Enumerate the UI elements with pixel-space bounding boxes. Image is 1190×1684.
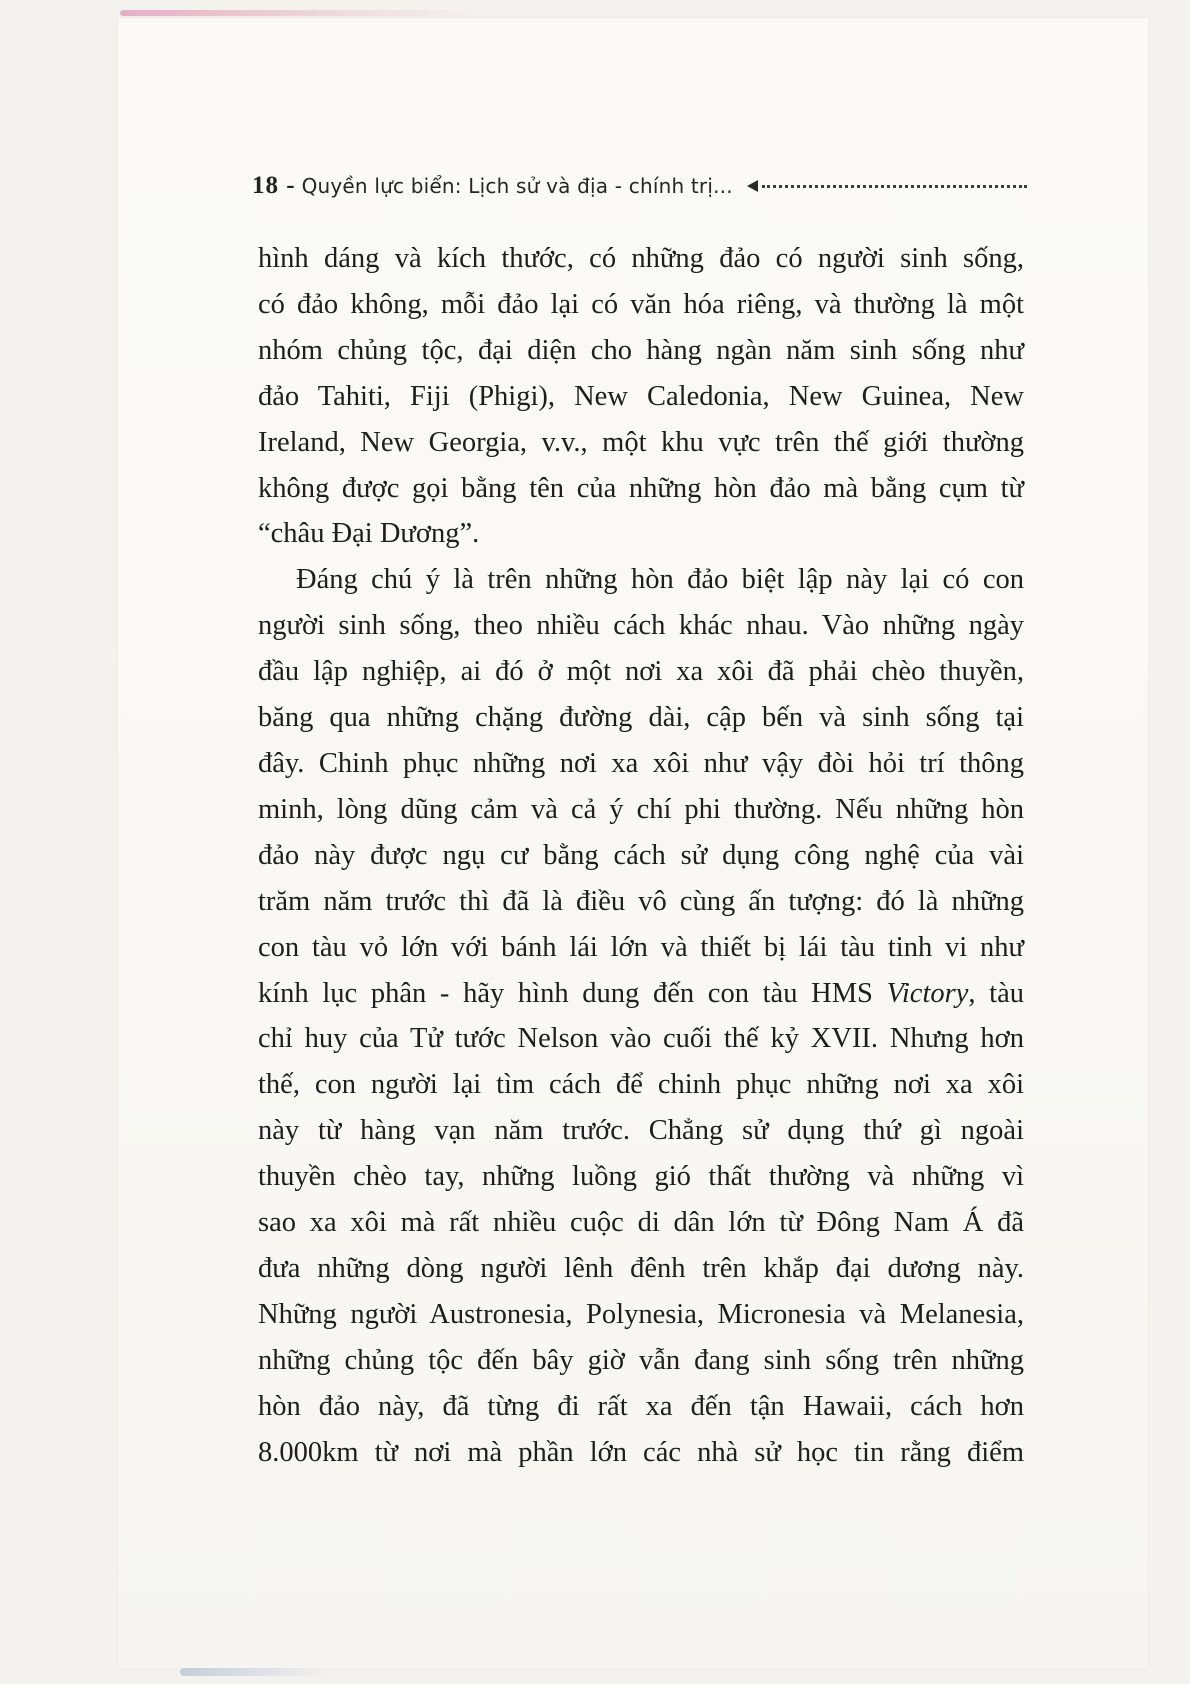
text-line: Ireland, New Georgia, v.v., một khu vực trên thế giới thường	[258, 426, 1024, 458]
text-line: những chủng tộc đến bây giờ vẫn đang sinh sống trên những	[258, 1344, 1024, 1376]
text-line: con tàu vỏ lớn với bánh lái lớn và thiết bị lái tàu tinh vi như	[258, 931, 1024, 963]
text-line: chỉ huy của Tử tước Nelson vào cuối thế kỷ XVII. Nhưng hơn	[258, 1023, 1024, 1055]
text-line: người sinh sống, theo nhiều cách khác nhau. Vào những ngày	[258, 610, 1024, 642]
text-line: thế, con người lại tìm cách để chinh phục những nơi xa xôi	[258, 1069, 1024, 1101]
text-line: này từ hàng vạn năm trước. Chẳng sử dụng thứ gì ngoài	[258, 1115, 1024, 1147]
page-number: 18 -	[252, 172, 296, 199]
text-run: , tàu	[968, 977, 1024, 1009]
dot-leader	[762, 185, 1027, 188]
text-line: đảo này được ngụ cư bằng cách sử dụng công nghệ của vài	[258, 839, 1024, 871]
text-line: Những người Austronesia, Polynesia, Micronesia và Melanesia,	[258, 1298, 1024, 1330]
text-line: đảo Tahiti, Fiji (Phigi), New Caledonia, New Guinea, New	[258, 380, 1024, 412]
text-line-victory	[258, 971, 1024, 1017]
text-line: 8.000km từ nơi mà phần lớn các nhà sử học tin rằng điểm	[258, 1436, 1024, 1468]
text-line: có đảo không, mỗi đảo lại có văn hóa riêng, và thường là một	[258, 288, 1024, 320]
text-line: minh, lòng dũng cảm và cả ý chí phi thường. Nếu những hòn	[258, 793, 1024, 825]
text-line: đưa những dòng người lênh đênh trên khắp đại dương này.	[258, 1252, 1024, 1284]
text-line: thuyền chèo tay, những luồng gió thất thường và những vì	[258, 1161, 1024, 1193]
text-line: trăm năm trước thì đã là điều vô cùng ấn tượng: đó là những	[258, 885, 1024, 917]
paragraph-2	[258, 557, 1024, 1475]
text-run: kính lục phân - hãy hình dung đến con tàu HMS	[258, 977, 887, 1009]
text-line: đây. Chinh phục những nơi xa xôi như vậy đòi hỏi trí thông	[258, 747, 1024, 779]
text-line: “châu Đại Dương”.	[258, 518, 480, 550]
text-line: băng qua những chặng đường dài, cập bến và sinh sống tại	[258, 702, 1024, 734]
text-line: nhóm chủng tộc, đại diện cho hàng ngàn năm sinh sống như	[258, 334, 1024, 366]
running-head	[252, 168, 1027, 204]
text-line: sao xa xôi mà rất nhiều cuộc di dân lớn từ Đông Nam Á đã	[258, 1207, 1024, 1239]
text-line: đầu lập nghiệp, ai đó ở một nơi xa xôi đã phải chèo thuyền,	[258, 656, 1024, 688]
text-line: hòn đảo này, đã từng đi rất xa đến tận Hawaii, cách hơn	[258, 1390, 1024, 1422]
text-line: hình dáng và kích thước, có những đảo có người sinh sống,	[258, 243, 1024, 274]
running-head-title: Quyền lực biển: Lịch sử và địa - chính trị...	[301, 174, 733, 198]
text-line: không được gọi bằng tên của những hòn đảo mà bằng cụm từ	[258, 472, 1024, 504]
ship-name-italic: Victory	[886, 977, 969, 1009]
paragraph-1	[258, 236, 1024, 557]
scan-edge-mark-top	[120, 10, 480, 16]
scan-edge-mark-bottom	[180, 1668, 330, 1676]
text-line: Đáng chú ý là trên những hòn đảo biệt lập này lại có con	[296, 564, 1024, 596]
arrow-left-icon	[747, 180, 758, 192]
body-text	[258, 236, 1024, 1475]
